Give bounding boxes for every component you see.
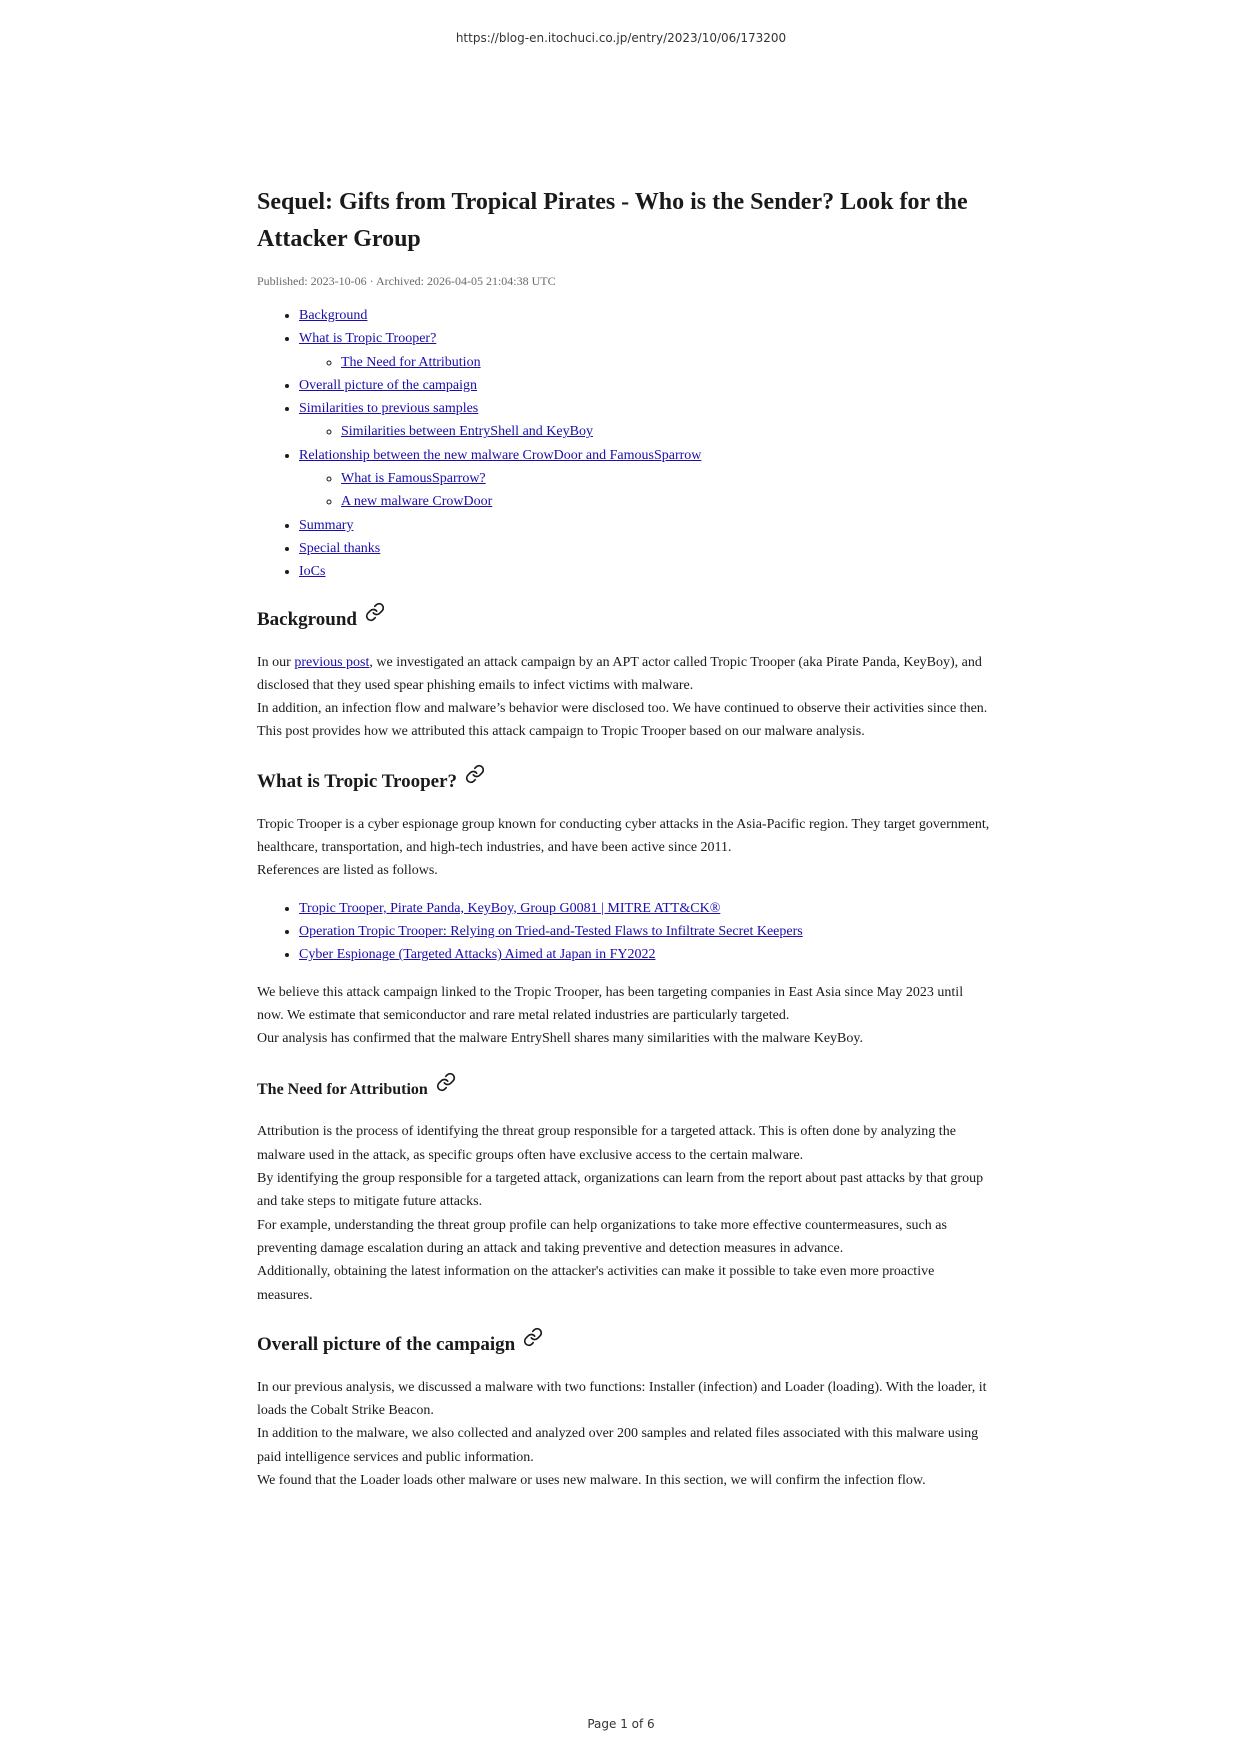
toc-link-background[interactable]: Background — [299, 308, 368, 323]
toc-item — [299, 514, 993, 537]
reference-item — [299, 897, 993, 920]
toc-link-thanks[interactable]: Special thanks — [299, 540, 381, 556]
reference-list — [257, 897, 993, 967]
toc-item — [299, 444, 993, 514]
heading-text: Background — [257, 609, 357, 631]
article — [257, 184, 993, 1492]
toc-link-overall[interactable]: Overall picture of the campaign — [299, 377, 478, 393]
section-heading-need-attribution — [257, 1076, 993, 1104]
toc-link-new-crowdoor[interactable]: A new malware CrowDoor — [341, 494, 493, 510]
paragraph: By identifying the group responsible for a targeted attack, organizations can learn from the report about past attacks by that group and take steps to mitigate future attacks. — [257, 1171, 984, 1210]
table-of-contents — [257, 304, 993, 584]
toc-link-similarities[interactable]: Similarities to previous samples — [299, 401, 479, 417]
toc-link-summary[interactable]: Summary — [299, 517, 354, 533]
toc-sublist — [299, 420, 993, 443]
link-icon[interactable] — [365, 602, 385, 631]
link-icon[interactable] — [465, 764, 485, 793]
section-heading-what-is — [257, 768, 993, 797]
paragraph: For example, understanding the threat group profile can help organizations to take more effective countermeasures, such as preventing damage escalation during an attack and taking preventive and detection measures in advance. — [257, 1217, 947, 1256]
reference-item — [299, 920, 993, 943]
toc-link-what-famous[interactable]: What is FamousSparrow? — [341, 471, 486, 487]
section-heading-background — [257, 606, 993, 635]
heading-text: The Need for Attribution — [257, 1081, 428, 1099]
toc-sublist — [299, 351, 993, 374]
toc-item — [299, 397, 993, 444]
toc-link-what-is[interactable]: What is Tropic Trooper? — [299, 331, 437, 347]
toc-subitem — [341, 490, 993, 513]
paragraph: In our previous analysis, we discussed a malware with two functions: Installer (infection) and Loader (loading). With the loader, it loads the Cobalt Strike Beacon. — [257, 1379, 987, 1419]
reference-link-operation[interactable]: Operation Tropic Trooper: Relying on Tried-and-Tested Flaws to Infiltrate Secret Keepers — [299, 923, 803, 939]
section-heading-overall — [257, 1331, 993, 1360]
toc-item — [299, 374, 993, 397]
article-title: Sequel: Gifts from Tropical Pirates - Who is the Sender? Look for the Attacker Group — [257, 189, 968, 252]
page-url-header: https://blog-en.itochuci.co.jp/entry/2023/10/06/173200 — [455, 31, 787, 45]
heading-text: What is Tropic Trooper? — [257, 771, 458, 793]
previous-post-link[interactable]: previous post — [294, 654, 370, 670]
toc-subitem — [341, 420, 993, 443]
reference-link-cyber-espionage[interactable]: Cyber Espionage (Targeted Attacks) Aimed at Japan in FY2022 — [299, 947, 656, 963]
reference-item — [299, 943, 993, 966]
toc-subitem — [341, 351, 993, 374]
link-icon[interactable] — [523, 1327, 543, 1356]
paragraph: Attribution is the process of identifying the threat group responsible for a targeted attack. This is often done by analyzing the malware used in the attack, as specific groups often have exclusive access to the certain malware. — [257, 1124, 956, 1163]
toc-link-iocs[interactable]: IoCs — [299, 564, 326, 580]
link-icon[interactable] — [436, 1072, 456, 1100]
paragraph: In addition, an infection flow and malware’s behavior were disclosed too. We have continued to observe their activities since then. — [257, 701, 988, 717]
toc-item — [299, 327, 993, 374]
text: In our — [257, 654, 295, 670]
toc-item — [299, 537, 993, 560]
paragraph: Tropic Trooper is a cyber espionage group known for conducting cyber attacks in the Asia-Pacific region. They target government, healthcare, transportation, and high-tech industries, and have been active since 2011. — [257, 816, 990, 856]
paragraph — [257, 651, 993, 698]
toc-sublist — [299, 467, 993, 514]
paragraph: We found that the Loader loads other malware or uses new malware. In this section, we will confirm the infection flow. — [257, 1472, 926, 1488]
toc-item — [299, 304, 993, 327]
toc-item — [299, 560, 993, 583]
paragraph: Additionally, obtaining the latest information on the attacker's activities can make it possible to take even more proactive measures. — [257, 1264, 935, 1303]
toc-link-similarities-entry[interactable]: Similarities between EntryShell and KeyBoy — [341, 424, 593, 440]
heading-text: Overall picture of the campaign — [257, 1334, 516, 1356]
paragraph: In addition to the malware, we also collected and analyzed over 200 samples and related files associated with this malware using paid intelligence services and public information. — [257, 1426, 979, 1465]
reference-link-mitre[interactable]: Tropic Trooper, Pirate Panda, KeyBoy, Group G0081 | MITRE ATT&CK® — [299, 900, 721, 916]
paragraph: Our analysis has confirmed that the malware EntryShell shares many similarities with the malware KeyBoy. — [257, 1031, 863, 1047]
text: , we investigated an attack campaign by an APT actor called Tropic Trooper (aka Pirate Panda, KeyBoy), and disclosed that they used spear phishing emails to infect victims with malware. — [257, 654, 982, 693]
page-number: Page 1 of 6 — [587, 1717, 655, 1731]
article-meta: Published: 2023-10-06 · Archived: 2026-04-05 21:04:38 UTC — [257, 274, 556, 288]
toc-link-need-attribution[interactable]: The Need for Attribution — [341, 354, 481, 370]
toc-link-relationship[interactable]: Relationship between the new malware CrowDoor and FamousSparrow — [299, 447, 702, 463]
paragraph: We believe this attack campaign linked to the Tropic Trooper, has been targeting companies in East Asia since May 2023 until now. We estimate that semiconductor and rare metal related industries are particularly targeted. — [257, 984, 964, 1023]
toc-subitem — [341, 467, 993, 490]
paragraph: References are listed as follows. — [257, 863, 438, 879]
paragraph: This post provides how we attributed this attack campaign to Tropic Trooper based on our malware analysis. — [257, 724, 865, 740]
